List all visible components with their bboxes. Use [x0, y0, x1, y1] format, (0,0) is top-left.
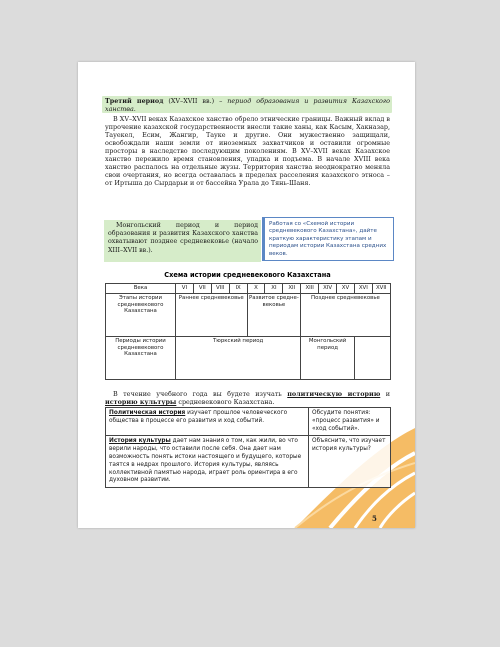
political-row — [106, 408, 391, 436]
period-empty — [354, 337, 390, 380]
third-period-heading — [105, 97, 390, 113]
periods-row — [106, 337, 391, 380]
culture-history-term: историю культуры — [105, 398, 177, 406]
stage-early: Раннее средневековье — [176, 294, 248, 337]
culture-row — [106, 436, 391, 488]
stages-header: Этапы истории средневекового Казахстана — [106, 294, 176, 337]
question-culture: Объясните, что изучает история культуры? — [309, 436, 391, 488]
political-history-term: политическую историю — [287, 390, 381, 398]
study-intro-start: В течение учебного года вы будете изучать — [113, 390, 288, 398]
political-definition — [106, 408, 309, 436]
third-period-title: период образования и развития Казахского ханства. — [105, 97, 390, 113]
stage-developed: Развитое средневековье — [247, 294, 301, 337]
centuries-header: Века — [106, 284, 176, 294]
century-cell: XVI — [354, 284, 372, 294]
study-intro-and: и — [380, 390, 390, 398]
study-intro-end: средневекового Казахстана. — [176, 398, 275, 406]
late-middle-ages-note: Монгольский период и период образования и развития Казахского ханства охватывают позднее средневековье (начало XIII–XVII вв.). — [108, 222, 258, 254]
period-mongol: Монгольский период — [301, 337, 355, 380]
century-cell: XVII — [372, 284, 390, 294]
culture-definition — [106, 436, 309, 488]
definitions-table — [105, 407, 391, 488]
century-cell: IX — [229, 284, 247, 294]
page-number: 5 — [372, 514, 377, 523]
political-term: Политическая история — [109, 410, 186, 416]
century-cell: XII — [283, 284, 301, 294]
centuries-row — [106, 284, 391, 294]
third-period-label: Третий период — [105, 97, 164, 105]
culture-term: История культуры — [109, 438, 171, 445]
century-cell: VI — [176, 284, 194, 294]
century-cell: X — [247, 284, 265, 294]
third-period-dates: (XV–XVII вв.) – — [168, 97, 223, 105]
khanate-paragraph: В XV–XVII веках Казахское ханство обрело этнические границы. Важный вклад в упрочение казахской государственности внесли такие ханы, как Касым, Хакназар, Тауекел, Есим, Жангир, Тауке и другие. Они мужественно защищали, освобождали наши земли от иноземных захватчиков и оставили огромные просторы в наследство последующим поколениям. В XV–XVII веках Казахское ханство пережило время становления, упадка и подъема. В начале XVIII века ханство распалось на отдельные жузы. Территория ханства неоднократно меняла свои очертания, но всегда оставалась в пределах расселения казахского этноса – от Иртыша до Сырдарьи и от бассейна Урала до Тянь-Шаня. — [105, 115, 390, 187]
task-callout: Работая со «Схемой истории средневекового Казахстана», дайте краткую характеристику этапам и периодам истории Казахстана средних веков. — [264, 217, 394, 261]
period-turkic: Тюркский период — [176, 337, 301, 380]
study-intro-paragraph — [105, 390, 390, 406]
political-def-text: изучает прошлое человеческого общества в процессе его развития и ход событий. — [109, 410, 288, 424]
century-cell: VII — [193, 284, 211, 294]
stage-late: Позднее средневековье — [301, 294, 390, 337]
century-cell: VIII — [211, 284, 229, 294]
periods-header: Периоды истории средневекового Казахстана — [106, 337, 176, 380]
question-process: Обсудите понятия: «процесс развития» и «ход событий». — [309, 408, 391, 436]
medieval-history-schema — [105, 283, 391, 380]
century-cell: XIV — [319, 284, 337, 294]
century-cell: XIII — [301, 284, 319, 294]
culture-def-text: дает нам знания о том, как жили, во что верили народы, что оставили после себя. Она дает нам возможность понять истоки настоящего и будущего, которые таятся в недрах прошлого. История культуры, являясь коллективной памятью народа, играет роль ориентира в его духовном развитии. — [109, 438, 302, 484]
century-cell: XI — [265, 284, 283, 294]
textbook-page — [78, 62, 415, 528]
schema-title: Схема истории средневекового Казахстана — [164, 271, 331, 279]
stages-row — [106, 294, 391, 337]
century-cell: XV — [337, 284, 355, 294]
